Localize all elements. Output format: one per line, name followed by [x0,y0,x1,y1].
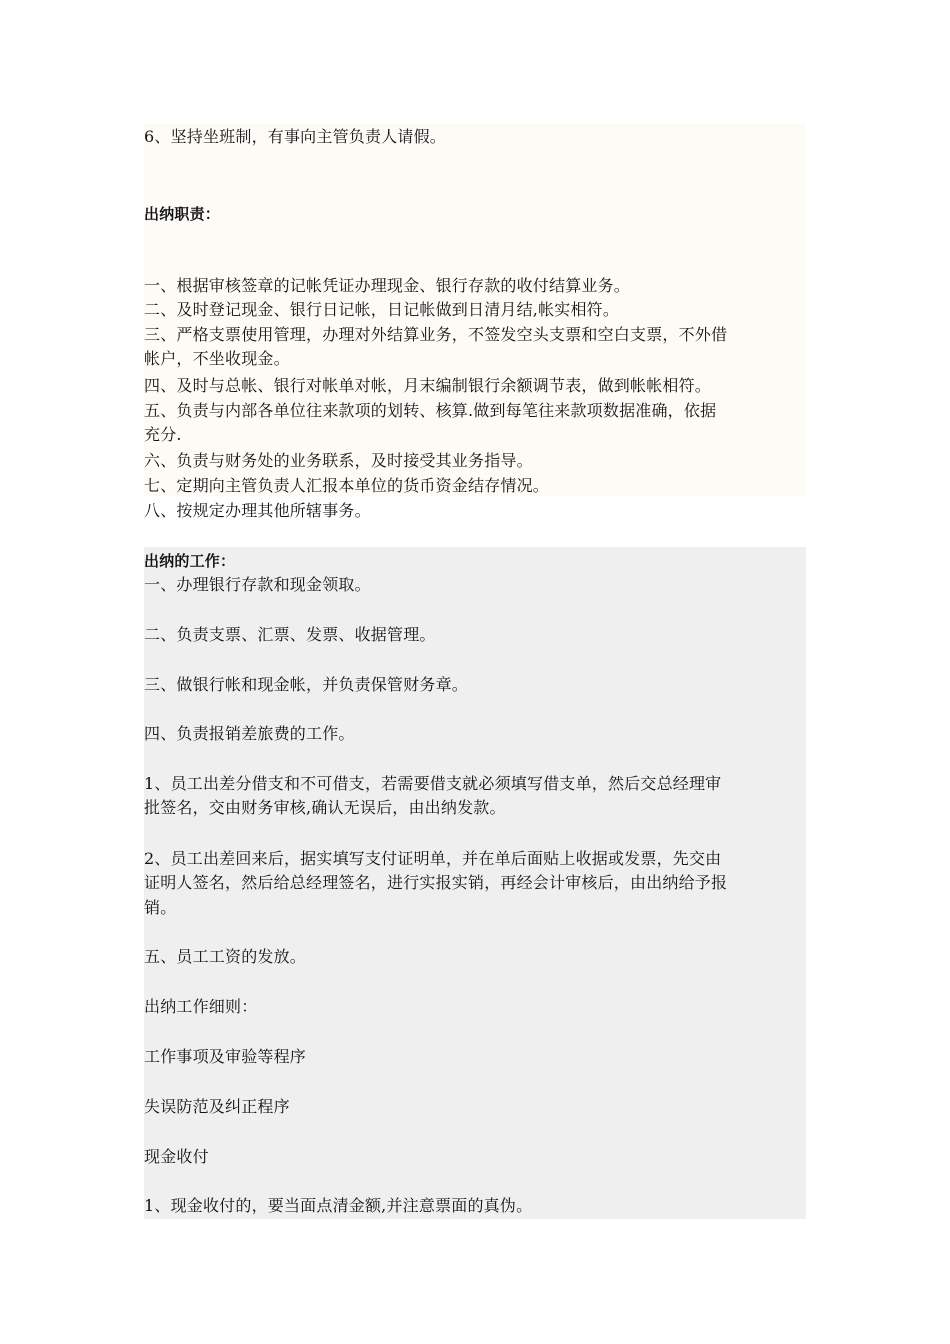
work-rules-heading: 出纳工作细则： [144,997,258,1016]
duties-heading: 出纳职责： [144,205,221,223]
duties-item-7: 七、定期向主管负责人汇报本单位的货币资金结存情况。 [144,476,550,495]
work-item-1: 一、办理银行存款和现金领取。 [144,575,371,594]
work-item-5: 五、员工工资的发放。 [144,947,307,966]
work-error-prevention-line: 失误防范及纠正程序 [144,1097,290,1116]
intro-line-6: 6、坚持坐班制，有事向主管负责人请假。 [144,127,446,146]
work-cash-heading: 现金收付 [144,1147,209,1166]
work-item-4-2-line1: 2、员工出差回来后，据实填写支付证明单，并在单后面贴上收据或发票，先交由 [144,849,722,868]
work-procedure-line: 工作事项及审验等程序 [144,1047,307,1066]
work-item-4-1-line2: 批签名，交由财务审核,确认无误后，由出纳发款。 [144,798,506,817]
duties-item-2: 二、及时登记现金、银行日记帐，日记帐做到日清月结,帐实相符。 [144,300,620,319]
work-item-3: 三、做银行帐和现金帐，并负责保管财务章。 [144,675,469,694]
duties-item-3-cont: 帐户，不坐收现金。 [144,349,290,368]
duties-item-5: 五、负责与内部各单位往来款项的划转、核算.做到每笔往来款项数据准确，依据 [144,401,717,420]
work-heading: 出纳的工作： [144,552,236,570]
work-cash-item-1: 1、现金收付的，要当面点清金额,并注意票面的真伪。 [144,1196,533,1215]
duties-item-6: 六、负责与财务处的业务联系，及时接受其业务指导。 [144,451,533,470]
duties-item-3: 三、严格支票使用管理，办理对外结算业务，不签发空头支票和空白支票，不外借 [144,325,728,344]
duties-item-4: 四、及时与总帐、银行对帐单对帐，月末编制银行余额调节表，做到帐帐相符。 [144,376,712,395]
duties-item-1: 一、根据审核签章的记帐凭证办理现金、银行存款的收付结算业务。 [144,276,631,295]
work-item-4-2-line3: 销。 [144,898,177,917]
duties-item-5-cont: 充分. [144,425,182,444]
work-item-4-2-line2: 证明人签名，然后给总经理签名，进行实报实销，再经会计审核后，由出纳给予报 [144,873,728,892]
work-item-4: 四、负责报销差旅费的工作。 [144,724,355,743]
duties-item-8: 八、按规定办理其他所辖事务。 [144,501,371,520]
work-item-4-1-line1: 1、员工出差分借支和不可借支，若需要借支就必须填写借支单，然后交总经理审 [144,774,722,793]
work-item-2: 二、负责支票、汇票、发票、收据管理。 [144,625,436,644]
